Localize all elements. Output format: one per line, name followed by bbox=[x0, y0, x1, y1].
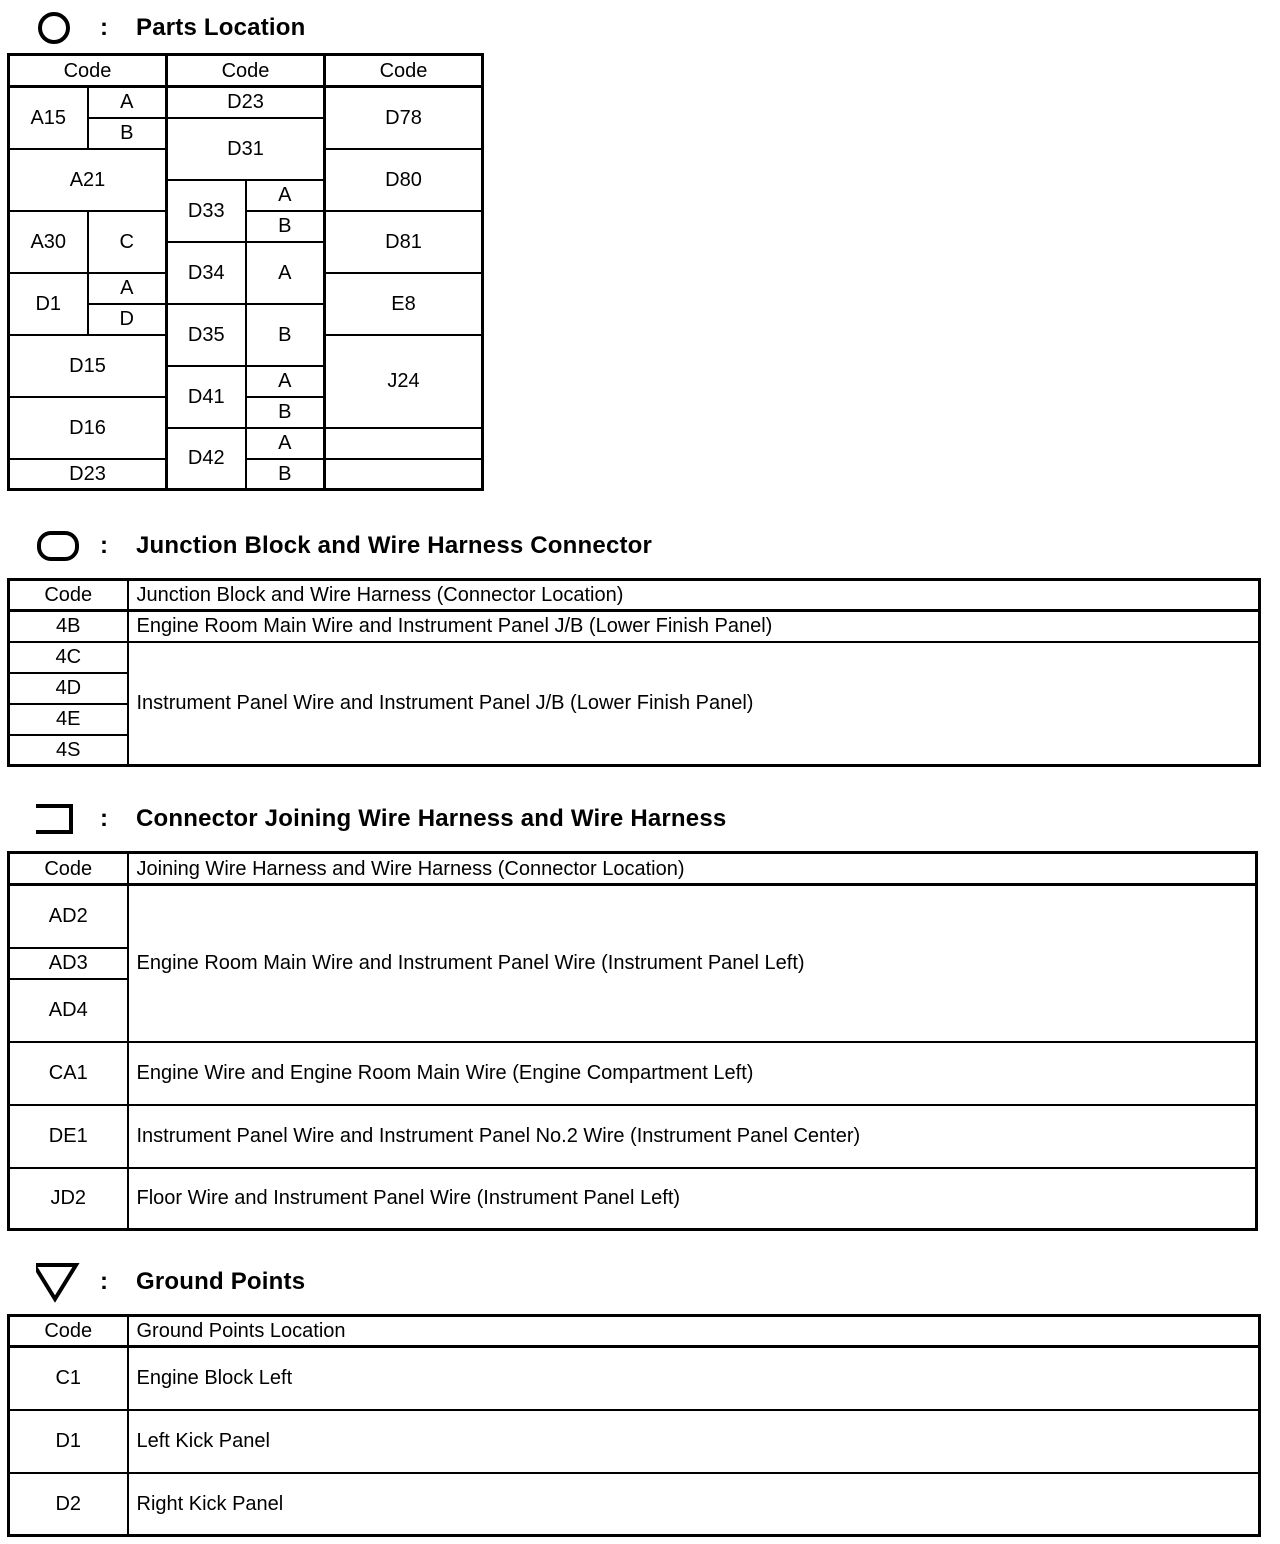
part-code: D16 bbox=[9, 397, 167, 459]
empty-cell bbox=[325, 459, 483, 490]
part-code: D41 bbox=[167, 366, 246, 428]
gp-code: D1 bbox=[9, 1410, 128, 1473]
part-sub: A bbox=[88, 87, 167, 118]
cj-desc: Engine Room Main Wire and Instrument Panel Wire (Instrument Panel Left) bbox=[128, 885, 1257, 1042]
section-title: Parts Location bbox=[136, 14, 306, 41]
section-title: Junction Block and Wire Harness Connector bbox=[136, 532, 653, 559]
gp-desc: Right Kick Panel bbox=[128, 1473, 1260, 1536]
part-code: A30 bbox=[9, 211, 88, 273]
jb-desc: Instrument Panel Wire and Instrument Panel J/B (Lower Finish Panel) bbox=[128, 642, 1260, 766]
code-header: Code bbox=[9, 55, 167, 87]
part-code: D1 bbox=[9, 273, 88, 335]
header-colon: : bbox=[100, 805, 108, 832]
desc-header: Ground Points Location bbox=[128, 1316, 1260, 1347]
header-colon: : bbox=[100, 532, 108, 559]
part-sub: D bbox=[88, 304, 167, 335]
gp-code: D2 bbox=[9, 1473, 128, 1536]
jb-code: 4C bbox=[9, 642, 128, 673]
jb-code: 4B bbox=[9, 611, 128, 642]
part-code: D23 bbox=[9, 459, 167, 490]
junction-block-table bbox=[7, 578, 1261, 767]
part-sub: C bbox=[88, 211, 167, 273]
part-code: D35 bbox=[167, 304, 246, 366]
desc-header: Junction Block and Wire Harness (Connector Location) bbox=[128, 580, 1260, 611]
part-sub: A bbox=[246, 366, 325, 397]
cj-desc: Engine Wire and Engine Room Main Wire (Engine Compartment Left) bbox=[128, 1042, 1257, 1105]
gp-code: C1 bbox=[9, 1347, 128, 1410]
code-header: Code bbox=[167, 55, 325, 87]
part-sub: A bbox=[246, 180, 325, 211]
part-code: D42 bbox=[167, 428, 246, 490]
cj-code: AD4 bbox=[9, 979, 128, 1042]
gp-desc: Left Kick Panel bbox=[128, 1410, 1260, 1473]
part-code: D31 bbox=[167, 118, 325, 180]
part-code: D23 bbox=[167, 87, 325, 118]
cj-code: AD2 bbox=[9, 885, 128, 948]
code-header: Code bbox=[9, 1316, 128, 1347]
gp-desc: Engine Block Left bbox=[128, 1347, 1260, 1410]
header-colon: : bbox=[100, 1268, 108, 1295]
jb-code: 4D bbox=[9, 673, 128, 704]
connector-joining-table bbox=[7, 851, 1258, 1231]
header-colon: : bbox=[100, 14, 108, 41]
cj-desc: Instrument Panel Wire and Instrument Panel No.2 Wire (Instrument Panel Center) bbox=[128, 1105, 1257, 1168]
code-header: Code bbox=[9, 580, 128, 611]
cj-desc: Floor Wire and Instrument Panel Wire (Instrument Panel Left) bbox=[128, 1168, 1257, 1230]
jb-code: 4E bbox=[9, 704, 128, 735]
part-sub: A bbox=[88, 273, 167, 304]
part-sub: B bbox=[246, 459, 325, 490]
part-code: D33 bbox=[167, 180, 246, 242]
part-sub: A bbox=[246, 428, 325, 459]
rounded-rect-icon bbox=[36, 526, 100, 566]
ground-points-header bbox=[36, 1262, 305, 1302]
part-sub: A bbox=[246, 242, 325, 304]
part-code: A15 bbox=[9, 87, 88, 149]
cj-code: DE1 bbox=[9, 1105, 128, 1168]
part-sub: B bbox=[246, 397, 325, 428]
parts-location-header bbox=[36, 8, 306, 48]
part-code: J24 bbox=[325, 335, 483, 428]
connector-joining-header bbox=[36, 799, 726, 839]
part-code: A21 bbox=[9, 149, 167, 211]
desc-header: Joining Wire Harness and Wire Harness (Connector Location) bbox=[128, 853, 1257, 885]
junction-block-header bbox=[36, 526, 652, 566]
triangle-down-icon bbox=[36, 1262, 100, 1302]
part-code: E8 bbox=[325, 273, 483, 335]
section-title: Connector Joining Wire Harness and Wire Harness bbox=[136, 805, 727, 832]
circle-icon bbox=[36, 8, 100, 48]
part-code: D78 bbox=[325, 87, 483, 149]
part-sub: B bbox=[246, 211, 325, 242]
parts-location-table bbox=[7, 53, 484, 491]
part-code: D15 bbox=[9, 335, 167, 397]
square-icon bbox=[36, 799, 100, 839]
cj-code: CA1 bbox=[9, 1042, 128, 1105]
empty-cell bbox=[325, 428, 483, 459]
cj-code: AD3 bbox=[9, 948, 128, 979]
jb-desc: Engine Room Main Wire and Instrument Panel J/B (Lower Finish Panel) bbox=[128, 611, 1260, 642]
part-sub: B bbox=[88, 118, 167, 149]
section-title: Ground Points bbox=[136, 1268, 306, 1295]
part-code: D80 bbox=[325, 149, 483, 211]
ground-points-table bbox=[7, 1314, 1261, 1537]
code-header: Code bbox=[9, 853, 128, 885]
part-sub: B bbox=[246, 304, 325, 366]
part-code: D34 bbox=[167, 242, 246, 304]
part-code: D81 bbox=[325, 211, 483, 273]
cj-code: JD2 bbox=[9, 1168, 128, 1230]
code-header: Code bbox=[325, 55, 483, 87]
jb-code: 4S bbox=[9, 735, 128, 766]
